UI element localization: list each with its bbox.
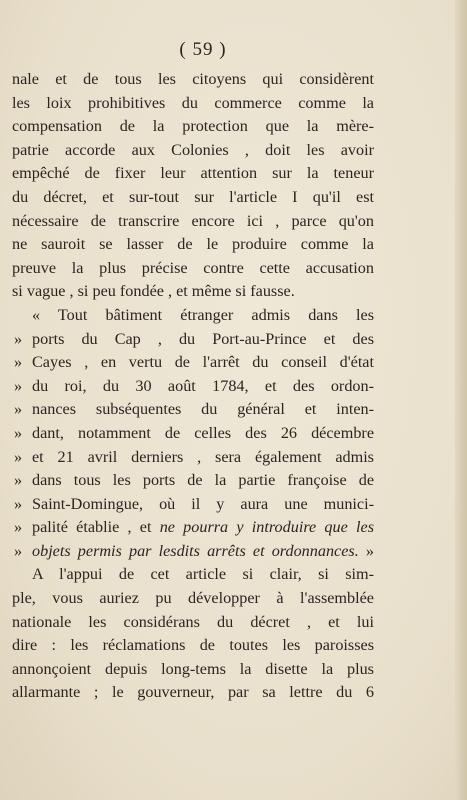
quote-marker: » bbox=[14, 471, 23, 490]
text-line: les loix prohibitives du commerce comme la bbox=[12, 93, 374, 112]
quoted-decree bbox=[12, 304, 374, 564]
quote-marker: » bbox=[14, 447, 23, 466]
text-line: du décret, et sur-tout sur l'article I qu'il est bbox=[12, 187, 374, 206]
text-line: si vague , si peu fondée , et même si fausse. bbox=[12, 282, 295, 301]
quote-line: » du roi, du 30 août 1784, et des ordon- bbox=[12, 375, 374, 399]
text-line: nale et de tous les citoyens qui considèrent bbox=[12, 70, 374, 88]
quote-marker: » bbox=[14, 329, 23, 348]
text-line: patrie accorde aux Colonies , doit les avoir bbox=[12, 140, 374, 159]
text-line: A l'appui de cet article si clair, si sim- bbox=[32, 565, 374, 584]
quote-marker: » bbox=[14, 400, 23, 419]
quote-marker: » bbox=[14, 494, 23, 513]
text-line: ne sauroit se lasser de le produire comme la bbox=[12, 235, 374, 254]
page-gutter bbox=[455, 0, 467, 800]
quote-marker: » bbox=[14, 376, 23, 395]
quote-marker: » bbox=[14, 353, 23, 372]
text-line: empêché de fixer leur attention sur la teneur bbox=[12, 164, 374, 183]
text-line: annonçoient depuis long-tems la disette la plus bbox=[12, 659, 374, 678]
italic-text: ne pourra y introduire que les bbox=[159, 518, 374, 537]
quote-line bbox=[12, 540, 374, 564]
quote-line: » Saint-Domingue, où il y aura une munici- bbox=[12, 493, 374, 517]
paragraph-1 bbox=[12, 68, 374, 304]
quote-line: » dant, notamment de celles des 26 décembre bbox=[12, 422, 374, 446]
paragraph-2 bbox=[12, 563, 374, 705]
quote-marker: » bbox=[14, 518, 23, 537]
text-line: dire : les réclamations de toutes les paroisses bbox=[12, 636, 374, 655]
text-line: compensation de la protection que la mère- bbox=[12, 117, 374, 136]
text-line: preuve la plus précise contre cette accusation bbox=[12, 258, 374, 277]
text-line: ple, vous auriez pu développer à l'assemblée bbox=[12, 589, 374, 608]
italic-text: objets permis par lesdits arrêts et ordonnances. bbox=[32, 541, 359, 560]
quote-line: » nances subséquentes du général et inten- bbox=[12, 398, 374, 422]
quote-line: » dans tous les ports de la partie françoise de bbox=[12, 469, 374, 493]
quote-close: » bbox=[365, 541, 374, 560]
quote-marker: » bbox=[14, 541, 23, 560]
text-line: nécessaire de transcrire encore ici , parce qu'on bbox=[12, 211, 374, 230]
page-number: ( 59 ) bbox=[179, 39, 227, 60]
text-line: nationale les considérans du décret , et lui bbox=[12, 612, 374, 631]
quote-line: » palité établie , et ne pourra y introduire que les bbox=[12, 516, 374, 540]
text-line: allarmante ; le gouverneur, par sa lettre du 6 bbox=[12, 683, 374, 702]
page-text-block bbox=[12, 32, 374, 705]
quote-line: « Tout bâtiment étranger admis dans les bbox=[32, 305, 374, 324]
quote-line: » ports du Cap , du Port-au-Prince et des bbox=[12, 328, 374, 352]
quote-line: » Cayes , en vertu de l'arrêt du conseil d'état bbox=[12, 351, 374, 375]
quote-marker: » bbox=[14, 423, 23, 442]
quote-line: » et 21 avril derniers , sera également admis bbox=[12, 446, 374, 470]
